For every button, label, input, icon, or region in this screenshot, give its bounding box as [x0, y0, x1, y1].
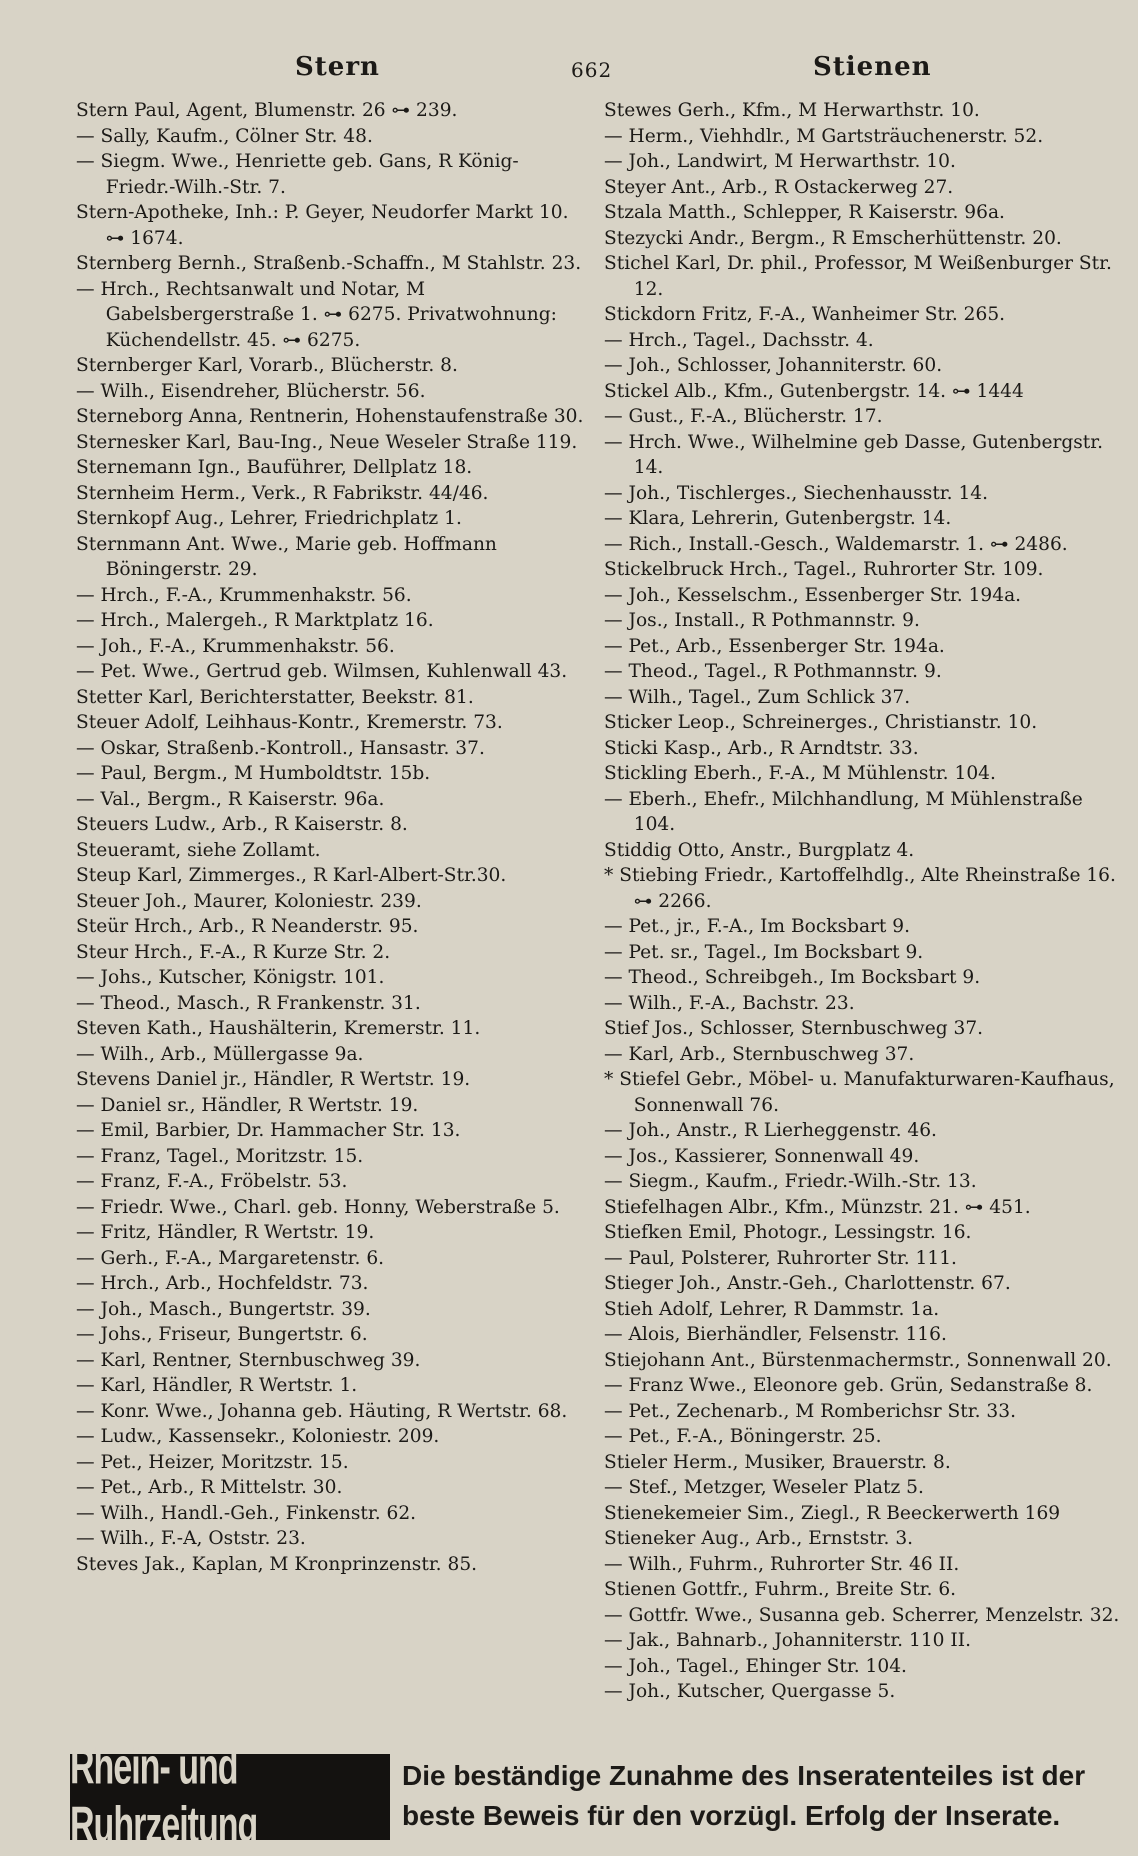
entry-text: Steup Karl, Zimmerges., R Karl-Albert-Str.30. [76, 865, 507, 886]
entry-text: Sternberger Karl, Vorarb., Blücherstr. 8. [76, 355, 458, 376]
entry-text: Stief Jos., Schlosser, Sternbuschweg 37. [604, 1018, 984, 1039]
entry-text: — Ludw., Kassensekr., Koloniestr. 209. [76, 1426, 440, 1447]
entry-text: Stickelbruck Hrch., Tagel., Ruhrorter Str. 109. [604, 559, 1044, 580]
directory-entry [76, 1399, 586, 1425]
directory-entry [76, 1093, 586, 1119]
directory-entry [604, 1552, 1124, 1578]
directory-entry [604, 532, 1124, 558]
directory-entry [604, 353, 1124, 379]
directory-entry [76, 812, 586, 838]
entry-text: — Wilh., Eisendreher, Blücherstr. 56. [76, 380, 426, 402]
entry-text: — Joh., Anstr., R Lierheggenstr. 46. [604, 1120, 937, 1141]
directory-entry [76, 1475, 586, 1501]
entry-text: — Johs., Kutscher, Königstr. 101. [76, 967, 385, 988]
directory-entry [604, 1654, 1124, 1680]
directory-entry [604, 1450, 1124, 1476]
directory-entry [604, 608, 1124, 634]
entry-text: Sternberg Bernh., Straßenb.-Schaffn., M Stahlstr. 23. [76, 253, 582, 274]
directory-entry [76, 1501, 586, 1527]
entry-text: — Franz, F.-A., Fröbelstr. 53. [76, 1171, 348, 1192]
entry-text: Steur Hrch., F.-A., R Kurze Str. 2. [76, 941, 391, 963]
directory-entry [604, 685, 1124, 711]
directory-entry [76, 1373, 586, 1399]
entry-text: — Joh., Masch., Bungertstr. 39. [76, 1298, 371, 1320]
page-number: 662 [571, 58, 613, 82]
directory-entry [76, 838, 586, 864]
entry-text: Stienekemeier Sim., Ziegl., R Beeckerwerth 169 [604, 1502, 1061, 1524]
entry-text: Sticker Leop., Schreinerges., Christianstr. 10. [604, 712, 1038, 733]
entry-text: Stickling Eberh., F.-A., M Mühlenstr. 104. [604, 763, 996, 784]
directory-entry [76, 634, 586, 660]
directory-entry [604, 1246, 1124, 1272]
entry-text: — Pet. sr., Tagel., Im Bocksbart 9. [604, 941, 924, 963]
directory-entry [76, 124, 586, 150]
entry-text: Stienen Gottfr., Fuhrm., Breite Str. 6. [604, 1579, 957, 1600]
directory-entry [76, 353, 586, 379]
banner-text: Rhein- und Ruhrzeitung [70, 1738, 258, 1854]
entry-text: — Hrch. Wwe., Wilhelmine geb Dasse, Gutenbergstr. 14. [604, 431, 1104, 478]
directory-entry [76, 761, 586, 787]
directory-entry [76, 455, 586, 481]
entry-text: Sternheim Herm., Verk., R Fabrikstr. 44/46. [76, 482, 489, 504]
entry-text: — Joh., Kutscher, Quergasse 5. [604, 1681, 896, 1702]
entry-text: Stetter Karl, Berichterstatter, Beekstr. 81. [76, 686, 474, 708]
entry-text: Stern Paul, Agent, Blumenstr. 26 ⊶ 239. [76, 100, 458, 121]
entry-text: * Stiefel Gebr., Möbel- u. Manufakturwaren-Kaufhaus, Sonnenwall 76. [604, 1069, 1115, 1116]
directory-entry [76, 1144, 586, 1170]
directory-entry [604, 1603, 1124, 1629]
entry-text: — Joh., Tischlerges., Siechenhausstr. 14. [604, 482, 989, 504]
entry-text: — Karl, Händler, R Wertstr. 1. [76, 1375, 358, 1396]
entry-text: Stieh Adolf, Lehrer, R Dammstr. 1a. [604, 1298, 940, 1320]
entry-text: Sticki Kasp., Arb., R Arndtstr. 33. [604, 737, 919, 759]
directory-entry [604, 98, 1124, 124]
directory-entry [604, 1220, 1124, 1246]
entry-text: — Pet., jr., F.-A., Im Bocksbart 9. [604, 916, 911, 937]
directory-entry [604, 710, 1124, 736]
directory-entry [604, 914, 1124, 940]
directory-entry [76, 583, 586, 609]
directory-entry [604, 1016, 1124, 1042]
directory-entry [76, 1220, 586, 1246]
directory-entry [76, 863, 586, 889]
directory-entry [604, 863, 1124, 914]
entry-text: Stern-Apotheke, Inh.: P. Geyer, Neudorfer Markt 10. ⊶ 1674. [76, 202, 569, 249]
entry-text: — Theod., Tagel., R Pothmannstr. 9. [604, 661, 942, 682]
directory-entry [604, 761, 1124, 787]
directory-entry [604, 481, 1124, 507]
directory-entry [76, 965, 586, 991]
entry-text: — Jos., Install., R Pothmannstr. 9. [604, 610, 920, 631]
entry-text: — Paul, Bergm., M Humboldtstr. 15b. [76, 763, 431, 784]
entry-text: — Paul, Polsterer, Ruhrorter Str. 111. [604, 1247, 957, 1269]
directory-entry [76, 991, 586, 1017]
directory-entry [76, 251, 586, 277]
entry-text: Sternemann Ign., Bauführer, Dellplatz 18. [76, 457, 473, 478]
directory-entry [604, 328, 1124, 354]
entry-text: — Rich., Install.-Gesch., Waldemarstr. 1. ⊶ 2486. [604, 533, 1068, 555]
directory-entry [76, 710, 586, 736]
entry-text: — Wilh., F.-A, Oststr. 23. [76, 1528, 306, 1549]
entry-text: * Stiebing Friedr., Kartoffelhdlg., Alte Rheinstraße 16. ⊶ 2266. [604, 865, 1116, 912]
directory-entry [604, 1195, 1124, 1221]
entry-text: Stiefelhagen Albr., Kfm., Münzstr. 21. ⊶ 451. [604, 1196, 1031, 1218]
entry-text: — Sally, Kaufm., Cölner Str. 48. [76, 125, 373, 147]
directory-entry [604, 251, 1124, 302]
entry-text: — Val., Bergm., R Kaiserstr. 96a. [76, 788, 385, 810]
directory-entry [604, 175, 1124, 201]
entry-text: — Joh., Tagel., Ehinger Str. 104. [604, 1655, 907, 1677]
directory-entry [604, 1475, 1124, 1501]
entry-text: — Hrch., Rechtsanwalt und Notar, M Gabelsbergerstraße 1. ⊶ 6275. Privatwohnung: Küchendellstr. 45. ⊶ 6275. [76, 278, 557, 351]
entry-text: — Hrch., Malergeh., R Marktplatz 16. [76, 610, 434, 631]
entry-text: — Joh., Landwirt, M Herwarthstr. 10. [604, 151, 956, 172]
entry-text: Stiddig Otto, Anstr., Burgplatz 4. [604, 839, 915, 861]
header-right: Stienen [813, 52, 932, 82]
entry-text: — Hrch., F.-A., Krummenhakstr. 56. [76, 584, 412, 606]
directory-entry [76, 736, 586, 762]
entry-text: — Konr. Wwe., Johanna geb. Häuting, R Wertstr. 68. [76, 1400, 568, 1422]
directory-entry [76, 889, 586, 915]
entry-text: — Pet., Zechenarb., M Romberichsr Str. 33. [604, 1400, 1016, 1422]
directory-entry [604, 1373, 1124, 1399]
directory-entry [76, 98, 586, 124]
entry-text: — Pet., Arb., R Mittelstr. 30. [76, 1477, 343, 1498]
directory-entry [604, 659, 1124, 685]
directory-entry [76, 1195, 586, 1221]
directory-entry [604, 1271, 1124, 1297]
directory-entry [604, 1042, 1124, 1068]
entry-text: — Daniel sr., Händler, R Wertstr. 19. [76, 1094, 419, 1116]
directory-entry [76, 430, 586, 456]
entry-text: Stickdorn Fritz, F.-A., Wanheimer Str. 265. [604, 304, 1006, 325]
directory-entry [604, 379, 1124, 405]
entry-text: Steven Kath., Haushälterin, Kremerstr. 11. [76, 1018, 481, 1039]
entry-text: — Joh., Schlosser, Johanniterstr. 60. [604, 355, 943, 376]
advert-line-2: beste Beweis für den vorzügl. Erfolg der Inserate. [402, 1800, 1061, 1831]
entry-text: — Fritz, Händler, R Wertstr. 19. [76, 1222, 375, 1243]
advert-text [402, 1756, 1085, 1836]
directory-entry [76, 532, 586, 583]
directory-entry [604, 1526, 1124, 1552]
entry-text: — Jak., Bahnarb., Johanniterstr. 110 II. [604, 1630, 971, 1651]
directory-entry [76, 1348, 586, 1374]
entry-text: Stewes Gerh., Kfm., M Herwarthstr. 10. [604, 100, 980, 121]
entry-text: Stevens Daniel jr., Händler, R Wertstr. 19. [76, 1069, 471, 1090]
directory-entry [604, 583, 1124, 609]
directory-entry [604, 1067, 1124, 1118]
directory-entry [604, 1424, 1124, 1450]
entry-text: — Emil, Barbier, Dr. Hammacher Str. 13. [76, 1120, 461, 1141]
entry-text: — Theod., Masch., R Frankenstr. 31. [76, 992, 421, 1014]
directory-entry [76, 1042, 586, 1068]
entry-text: — Alois, Bierhändler, Felsenstr. 116. [604, 1324, 947, 1345]
entry-text: — Johs., Friseur, Bungertstr. 6. [76, 1324, 368, 1345]
entry-text: — Hrch., Tagel., Dachsstr. 4. [604, 329, 874, 351]
directory-entry [604, 404, 1124, 430]
directory-entry [604, 1144, 1124, 1170]
entry-text: Sterneborg Anna, Rentnerin, Hohenstaufenstraße 30. [76, 406, 584, 427]
entry-text: — Friedr. Wwe., Charl. geb. Honny, Weberstraße 5. [76, 1196, 560, 1218]
entry-text: — Karl, Arb., Sternbuschweg 37. [604, 1043, 915, 1065]
entry-text: Steves Jak., Kaplan, M Kronprinzenstr. 85. [76, 1553, 478, 1575]
directory-entry [604, 1322, 1124, 1348]
directory-entry [604, 302, 1124, 328]
directory-entry [76, 481, 586, 507]
directory-entry [604, 506, 1124, 532]
directory-entry [604, 965, 1124, 991]
newspaper-banner [70, 1738, 390, 1854]
footer-advert [70, 1738, 1120, 1854]
entry-text: — Joh., Kesselschm., Essenberger Str. 194a. [604, 584, 1022, 606]
directory-entry [604, 1297, 1124, 1323]
directory-entry [76, 1169, 586, 1195]
entry-text: — Stef., Metzger, Weseler Platz 5. [604, 1477, 924, 1498]
advert-line-1: Die beständige Zunahme des Inseratenteiles ist der [402, 1760, 1086, 1791]
entry-text: Stichel Karl, Dr. phil., Professor, M Weißenburger Str. 12. [604, 253, 1112, 300]
directory-entry [604, 787, 1124, 838]
entry-text: Stiejohann Ant., Bürstenmachermstr., Sonnenwall 20. [604, 1349, 1112, 1371]
directory-entry [604, 149, 1124, 175]
directory-entry [604, 226, 1124, 252]
entry-text: — Pet., Heizer, Moritzstr. 15. [76, 1451, 349, 1473]
entry-text: — Karl, Rentner, Sternbuschweg 39. [76, 1349, 421, 1371]
directory-entry [604, 736, 1124, 762]
entry-text: Steür Hrch., Arb., R Neanderstr. 95. [76, 916, 419, 937]
entry-text: — Wilh., Arb., Müllergasse 9a. [76, 1043, 364, 1065]
entry-text: — Herm., Viehhdlr., M Gartsträuchenerstr. 52. [604, 125, 1044, 147]
right-column [604, 98, 1124, 1705]
directory-entry [76, 787, 586, 813]
entry-text: Stieler Herm., Musiker, Brauerstr. 8. [604, 1451, 951, 1473]
directory-entry [76, 1067, 586, 1093]
entry-text: — Gerh., F.-A., Margaretenstr. 6. [76, 1247, 385, 1269]
directory-entry [76, 659, 586, 685]
entry-text: — Eberh., Ehefr., Milchhandlung, M Mühlenstraße 104. [604, 788, 1083, 835]
directory-entry [76, 149, 586, 200]
entry-text: — Wilh., F.-A., Bachstr. 23. [604, 992, 855, 1014]
entry-text: Sternesker Karl, Bau-Ing., Neue Weseler Straße 119. [76, 431, 578, 453]
directory-entry [604, 940, 1124, 966]
directory-entry [76, 1552, 586, 1578]
entry-text: — Gust., F.-A., Blücherstr. 17. [604, 406, 883, 427]
directory-entry [76, 1118, 586, 1144]
entry-text: — Pet., F.-A., Böningerstr. 25. [604, 1426, 882, 1447]
directory-entry [76, 1246, 586, 1272]
directory-entry [604, 557, 1124, 583]
directory-entry [76, 506, 586, 532]
directory-entry [76, 1322, 586, 1348]
entry-text: — Pet., Arb., Essenberger Str. 194a. [604, 635, 945, 657]
directory-entry [76, 1297, 586, 1323]
directory-entry [604, 1679, 1124, 1705]
entry-text: — Joh., F.-A., Krummenhakstr. 56. [76, 635, 395, 657]
directory-entry [76, 914, 586, 940]
entry-text: Stickel Alb., Kfm., Gutenbergstr. 14. ⊶ 1444 [604, 380, 1024, 402]
entry-text: — Wilh., Handl.-Geh., Finkenstr. 62. [76, 1502, 417, 1524]
entry-text: — Pet. Wwe., Gertrud geb. Wilmsen, Kuhlenwall 43. [76, 661, 568, 682]
entry-text: — Siegm. Wwe., Henriette geb. Gans, R König-Friedr.-Wilh.-Str. 7. [76, 151, 519, 198]
entry-text: Stiefken Emil, Photogr., Lessingstr. 16. [604, 1222, 972, 1243]
entry-text: Steyer Ant., Arb., R Ostackerweg 27. [604, 176, 954, 198]
entry-text: — Franz, Tagel., Moritzstr. 15. [76, 1145, 364, 1167]
directory-entry [604, 1118, 1124, 1144]
directory-entry [76, 1016, 586, 1042]
directory-entry [604, 200, 1124, 226]
directory-entry [604, 634, 1124, 660]
header-left: Stern [295, 52, 380, 82]
directory-entry [76, 608, 586, 634]
entry-text: Stieger Joh., Anstr.-Geh., Charlottenstr. 67. [604, 1273, 1011, 1294]
directory-entry [76, 940, 586, 966]
directory-entry [76, 200, 586, 251]
directory-entry [604, 1169, 1124, 1195]
entry-text: — Gottfr. Wwe., Susanna geb. Scherrer, Menzelstr. 32. [604, 1604, 1120, 1626]
directory-entry [76, 685, 586, 711]
directory-entry [76, 1271, 586, 1297]
directory-entry [604, 991, 1124, 1017]
entry-text: Steueramt, siehe Zollamt. [76, 839, 321, 861]
entry-text: Steuers Ludw., Arb., R Kaiserstr. 8. [76, 814, 408, 835]
directory-entry [604, 1399, 1124, 1425]
entry-text: Stieneker Aug., Arb., Ernststr. 3. [604, 1528, 914, 1549]
directory-entry [76, 379, 586, 405]
entry-text: — Jos., Kassierer, Sonnenwall 49. [604, 1145, 920, 1167]
entry-text: — Hrch., Arb., Hochfeldstr. 73. [76, 1273, 369, 1294]
directory-entry [604, 124, 1124, 150]
entry-text: — Franz Wwe., Eleonore geb. Grün, Sedanstraße 8. [604, 1375, 1093, 1396]
directory-entry [76, 1424, 586, 1450]
entry-text: — Klara, Lehrerin, Gutenbergstr. 14. [604, 508, 952, 529]
entry-text: Stezycki Andr., Bergm., R Emscherhüttenstr. 20. [604, 227, 1062, 249]
directory-entry [604, 1628, 1124, 1654]
entry-text: — Wilh., Tagel., Zum Schlick 37. [604, 686, 911, 708]
directory-entry [604, 838, 1124, 864]
directory-entry [604, 430, 1124, 481]
directory-entry [76, 277, 586, 354]
entry-text: Sternkopf Aug., Lehrer, Friedrichplatz 1. [76, 508, 462, 529]
directory-entry [76, 1526, 586, 1552]
entry-text: Steuer Adolf, Leihhaus-Kontr., Kremerstr. 73. [76, 712, 503, 733]
directory-entry [76, 1450, 586, 1476]
entry-text: Sternmann Ant. Wwe., Marie geb. Hoffmann Böningerstr. 29. [76, 533, 497, 580]
entry-text: — Theod., Schreibgeh., Im Bocksbart 9. [604, 967, 981, 988]
entry-text: — Siegm., Kaufm., Friedr.-Wilh.-Str. 13. [604, 1171, 977, 1192]
directory-entry [604, 1577, 1124, 1603]
entry-text: Steuer Joh., Maurer, Koloniestr. 239. [76, 890, 422, 912]
entry-text: — Oskar, Straßenb.-Kontroll., Hansastr. 37. [76, 737, 485, 759]
entry-text: Stzala Matth., Schlepper, R Kaiserstr. 96a. [604, 202, 1005, 223]
directory-entry [604, 1501, 1124, 1527]
left-column [76, 98, 586, 1577]
directory-entry [76, 404, 586, 430]
entry-text: — Wilh., Fuhrm., Ruhrorter Str. 46 II. [604, 1553, 960, 1575]
directory-entry [604, 1348, 1124, 1374]
